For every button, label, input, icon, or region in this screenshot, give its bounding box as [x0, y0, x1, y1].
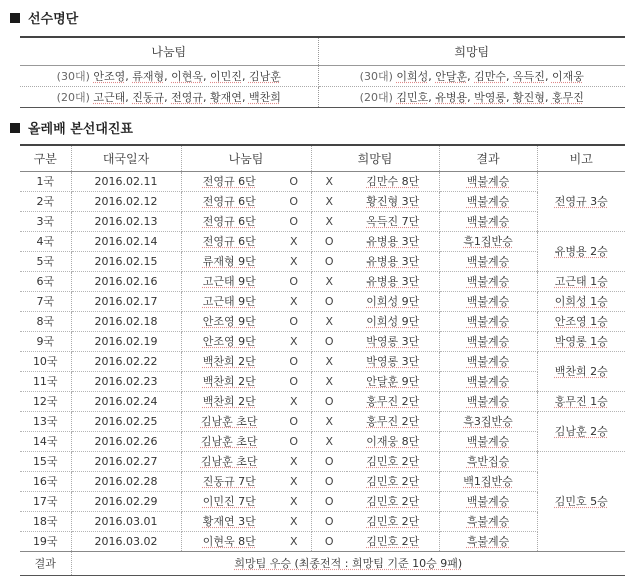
left-player: 고근태 9단	[181, 291, 277, 311]
match-row	[20, 291, 625, 311]
right-result-mark: X	[311, 431, 347, 451]
match-row	[20, 411, 625, 431]
left-result-mark: O	[277, 411, 311, 431]
right-player: 홍무진 2단	[347, 391, 439, 411]
match-note: 홍무진 1승	[537, 391, 625, 411]
right-result-mark: O	[311, 471, 347, 491]
match-result: 흑3집반승	[439, 411, 537, 431]
match-round: 9국	[20, 331, 71, 351]
match-round: 12국	[20, 391, 71, 411]
match-row	[20, 511, 625, 531]
match-round: 10국	[20, 351, 71, 371]
left-player: 백찬희 2단	[181, 391, 277, 411]
player-name: 전영규	[171, 90, 204, 104]
match-result: 백불계승	[439, 191, 537, 211]
left-player: 고근태 9단	[181, 271, 277, 291]
match-note: 이희성 1승	[537, 291, 625, 311]
right-result-mark: X	[311, 411, 347, 431]
roster-cell-right: (30대) 이희성, 안달훈, 김만수, 옥득진, 이재웅	[318, 65, 625, 86]
player-name: 황진형	[513, 90, 545, 104]
left-player: 김남훈 초단	[181, 411, 277, 431]
left-player: 전영규 6단	[181, 191, 277, 211]
player-name: 안조영	[93, 69, 126, 83]
right-result-mark: O	[311, 291, 347, 311]
right-player: 이재웅 8단	[347, 431, 439, 451]
left-result-mark: X	[277, 531, 311, 551]
left-result-mark: X	[277, 391, 311, 411]
right-player: 김민호 2단	[347, 511, 439, 531]
left-player: 황재연 3단	[181, 511, 277, 531]
age-group-label: (30대)	[56, 69, 90, 83]
match-date: 2016.02.11	[71, 171, 181, 191]
left-result-mark: X	[277, 471, 311, 491]
match-row	[20, 191, 625, 211]
match-round: 2국	[20, 191, 71, 211]
right-player: 유병용 3단	[347, 251, 439, 271]
right-player: 이희성 9단	[347, 291, 439, 311]
match-result: 흑반집승	[439, 451, 537, 471]
matches-header-date: 대국일자	[71, 145, 181, 171]
right-result-mark: O	[311, 511, 347, 531]
match-date: 2016.02.27	[71, 451, 181, 471]
left-player: 진동규 7단	[181, 471, 277, 491]
roster-header-left: 나눔팀	[20, 37, 318, 65]
match-date: 2016.02.24	[71, 391, 181, 411]
match-result: 백불계승	[439, 311, 537, 331]
left-player: 김남훈 초단	[181, 451, 277, 471]
roster-row	[20, 86, 625, 107]
player-name: 이희성	[396, 69, 429, 83]
match-result: 백불계승	[439, 291, 537, 311]
match-row	[20, 271, 625, 291]
match-date: 2016.02.29	[71, 491, 181, 511]
match-round: 14국	[20, 431, 71, 451]
age-group-label: (30대)	[359, 69, 393, 83]
match-result: 백1집반승	[439, 471, 537, 491]
player-name: 백찬희	[248, 90, 281, 104]
player-name: 박영롱	[474, 90, 507, 104]
match-result: 흑1집반승	[439, 231, 537, 251]
right-player: 유병용 3단	[347, 271, 439, 291]
match-row	[20, 471, 625, 491]
player-name: 유병용	[435, 90, 468, 104]
match-result: 백불계승	[439, 271, 537, 291]
roster-cell-left: (20대) 고근태, 진동규, 전영규, 황재연, 백찬희	[20, 86, 318, 107]
left-result-mark: O	[277, 191, 311, 211]
match-round: 1국	[20, 171, 71, 191]
matches-header-team-left: 나눔팀	[181, 145, 311, 171]
match-result: 백불계승	[439, 371, 537, 391]
player-name: 류재형	[132, 69, 165, 83]
match-row	[20, 451, 625, 471]
right-player: 황진형 3단	[347, 191, 439, 211]
right-player: 김민호 2단	[347, 471, 439, 491]
match-date: 2016.02.15	[71, 251, 181, 271]
left-player: 이민진 7단	[181, 491, 277, 511]
right-result-mark: O	[311, 331, 347, 351]
match-date: 2016.02.14	[71, 231, 181, 251]
left-player: 전영규 6단	[181, 211, 277, 231]
match-result: 백불계승	[439, 171, 537, 191]
roster-section-title-text: 선수명단	[28, 12, 79, 27]
age-group-label: (20대)	[56, 90, 90, 104]
right-player: 김민호 2단	[347, 451, 439, 471]
left-player: 전영규 6단	[181, 171, 277, 191]
age-group-label: (20대)	[359, 90, 393, 104]
match-date: 2016.02.23	[71, 371, 181, 391]
right-player: 김만수 8단	[347, 171, 439, 191]
left-player: 안조영 9단	[181, 331, 277, 351]
match-date: 2016.03.02	[71, 531, 181, 551]
match-result: 백불계승	[439, 251, 537, 271]
match-date: 2016.02.26	[71, 431, 181, 451]
match-result: 백불계승	[439, 431, 537, 451]
matches-header-team-right: 희망팀	[311, 145, 439, 171]
right-player: 홍무진 2단	[347, 411, 439, 431]
left-result-mark: O	[277, 311, 311, 331]
right-result-mark: X	[311, 171, 347, 191]
right-player: 박영롱 3단	[347, 331, 439, 351]
match-row	[20, 171, 625, 191]
left-result-mark: X	[277, 251, 311, 271]
match-result: 흑불계승	[439, 531, 537, 551]
player-name: 김만수	[474, 69, 507, 83]
left-result-mark: X	[277, 491, 311, 511]
left-result-mark: O	[277, 371, 311, 391]
player-name: 김민호	[396, 90, 429, 104]
match-row	[20, 391, 625, 411]
right-result-mark: O	[311, 531, 347, 551]
match-date: 2016.02.22	[71, 351, 181, 371]
right-player: 김민호 2단	[347, 491, 439, 511]
left-player: 백찬희 2단	[181, 351, 277, 371]
matches-table	[20, 144, 625, 576]
match-note: 김남훈 2승	[537, 411, 625, 451]
right-player: 김민호 2단	[347, 531, 439, 551]
match-note: 김민호 5승	[537, 451, 625, 551]
match-row	[20, 351, 625, 371]
right-result-mark: O	[311, 391, 347, 411]
player-name: 고근태	[93, 90, 126, 104]
match-note: 백찬희 2승	[537, 351, 625, 391]
right-result-mark: X	[311, 311, 347, 331]
match-row	[20, 251, 625, 271]
match-row	[20, 491, 625, 511]
player-name: 홍무진	[551, 90, 584, 104]
match-result: 흑불계승	[439, 511, 537, 531]
square-bullet-icon	[10, 123, 20, 133]
right-result-mark: X	[311, 351, 347, 371]
match-date: 2016.02.12	[71, 191, 181, 211]
match-round: 7국	[20, 291, 71, 311]
match-row	[20, 211, 625, 231]
match-round: 3국	[20, 211, 71, 231]
right-result-mark: X	[311, 371, 347, 391]
player-name: 안달훈	[435, 69, 468, 83]
match-date: 2016.02.18	[71, 311, 181, 331]
right-player: 유병용 3단	[347, 231, 439, 251]
left-player: 안조영 9단	[181, 311, 277, 331]
match-row	[20, 431, 625, 451]
left-result-mark: X	[277, 451, 311, 471]
left-player: 김남훈 초단	[181, 431, 277, 451]
match-date: 2016.03.01	[71, 511, 181, 531]
match-round: 15국	[20, 451, 71, 471]
roster-header-right: 희망팀	[318, 37, 625, 65]
right-result-mark: O	[311, 231, 347, 251]
left-result-mark: O	[277, 171, 311, 191]
left-player: 백찬희 2단	[181, 371, 277, 391]
match-note: 고근태 1승	[537, 271, 625, 291]
right-result-mark: O	[311, 491, 347, 511]
match-note: 박영롱 1승	[537, 331, 625, 351]
player-name: 진동규	[132, 90, 165, 104]
right-result-mark: X	[311, 271, 347, 291]
roster-cell-left: (30대) 안조영, 류재형, 이현욱, 이민진, 김남훈	[20, 65, 318, 86]
match-date: 2016.02.16	[71, 271, 181, 291]
left-player: 전영규 6단	[181, 231, 277, 251]
player-name: 이민진	[210, 69, 242, 83]
left-result-mark: O	[277, 351, 311, 371]
match-row	[20, 531, 625, 551]
right-result-mark: O	[311, 451, 347, 471]
matches-section-title	[10, 118, 133, 137]
match-round: 19국	[20, 531, 71, 551]
square-bullet-icon	[10, 13, 20, 23]
match-round: 11국	[20, 371, 71, 391]
left-result-mark: X	[277, 331, 311, 351]
match-date: 2016.02.13	[71, 211, 181, 231]
right-result-mark: O	[311, 251, 347, 271]
matches-header-result: 결과	[439, 145, 537, 171]
match-row	[20, 331, 625, 351]
matches-header-note: 비고	[537, 145, 625, 171]
match-date: 2016.02.28	[71, 471, 181, 491]
footer-summary: 희망팀 우승 (최종전적 : 희망팀 기준 10승 9패)	[71, 551, 625, 575]
left-result-mark: O	[277, 211, 311, 231]
match-round: 13국	[20, 411, 71, 431]
player-name: 이재웅	[551, 69, 584, 83]
match-round: 4국	[20, 231, 71, 251]
left-result-mark: O	[277, 271, 311, 291]
match-round: 8국	[20, 311, 71, 331]
match-round: 17국	[20, 491, 71, 511]
match-note: 안조영 1승	[537, 311, 625, 331]
match-round: 6국	[20, 271, 71, 291]
roster-cell-right: (20대) 김민호, 유병용, 박영롱, 황진형, 홍무진	[359, 90, 584, 104]
match-result: 백불계승	[439, 331, 537, 351]
left-result-mark: X	[277, 291, 311, 311]
match-row	[20, 371, 625, 391]
match-date: 2016.02.25	[71, 411, 181, 431]
left-result-mark: O	[277, 431, 311, 451]
match-round: 5국	[20, 251, 71, 271]
right-player: 옥득진 7단	[347, 211, 439, 231]
left-result-mark: X	[277, 511, 311, 531]
left-player: 이현욱 8단	[181, 531, 277, 551]
roster-section-title	[10, 8, 78, 27]
right-player: 이희성 9단	[347, 311, 439, 331]
player-name: 옥득진	[513, 69, 545, 83]
right-result-mark: X	[311, 191, 347, 211]
match-note: 유병용 2승	[537, 231, 625, 271]
player-name: 김남훈	[248, 69, 281, 83]
match-result: 백불계승	[439, 391, 537, 411]
match-row	[20, 311, 625, 331]
match-row	[20, 231, 625, 251]
roster-row	[20, 65, 625, 86]
matches-section-title-text: 올레배 본선대진표	[28, 122, 133, 137]
right-result-mark: X	[311, 211, 347, 231]
match-result: 백불계승	[439, 351, 537, 371]
match-note: 전영규 3승	[537, 171, 625, 231]
match-result: 백불계승	[439, 491, 537, 511]
player-name: 황재연	[210, 90, 242, 104]
left-result-mark: X	[277, 231, 311, 251]
roster-table	[20, 36, 625, 108]
right-player: 안달훈 9단	[347, 371, 439, 391]
right-player: 박영롱 3단	[347, 351, 439, 371]
match-round: 18국	[20, 511, 71, 531]
match-result: 백불계승	[439, 211, 537, 231]
footer-label: 결과	[20, 551, 71, 575]
left-player: 류재형 9단	[181, 251, 277, 271]
match-date: 2016.02.19	[71, 331, 181, 351]
match-round: 16국	[20, 471, 71, 491]
matches-header-round: 구분	[20, 145, 71, 171]
match-date: 2016.02.17	[71, 291, 181, 311]
player-name: 이현욱	[171, 69, 204, 83]
